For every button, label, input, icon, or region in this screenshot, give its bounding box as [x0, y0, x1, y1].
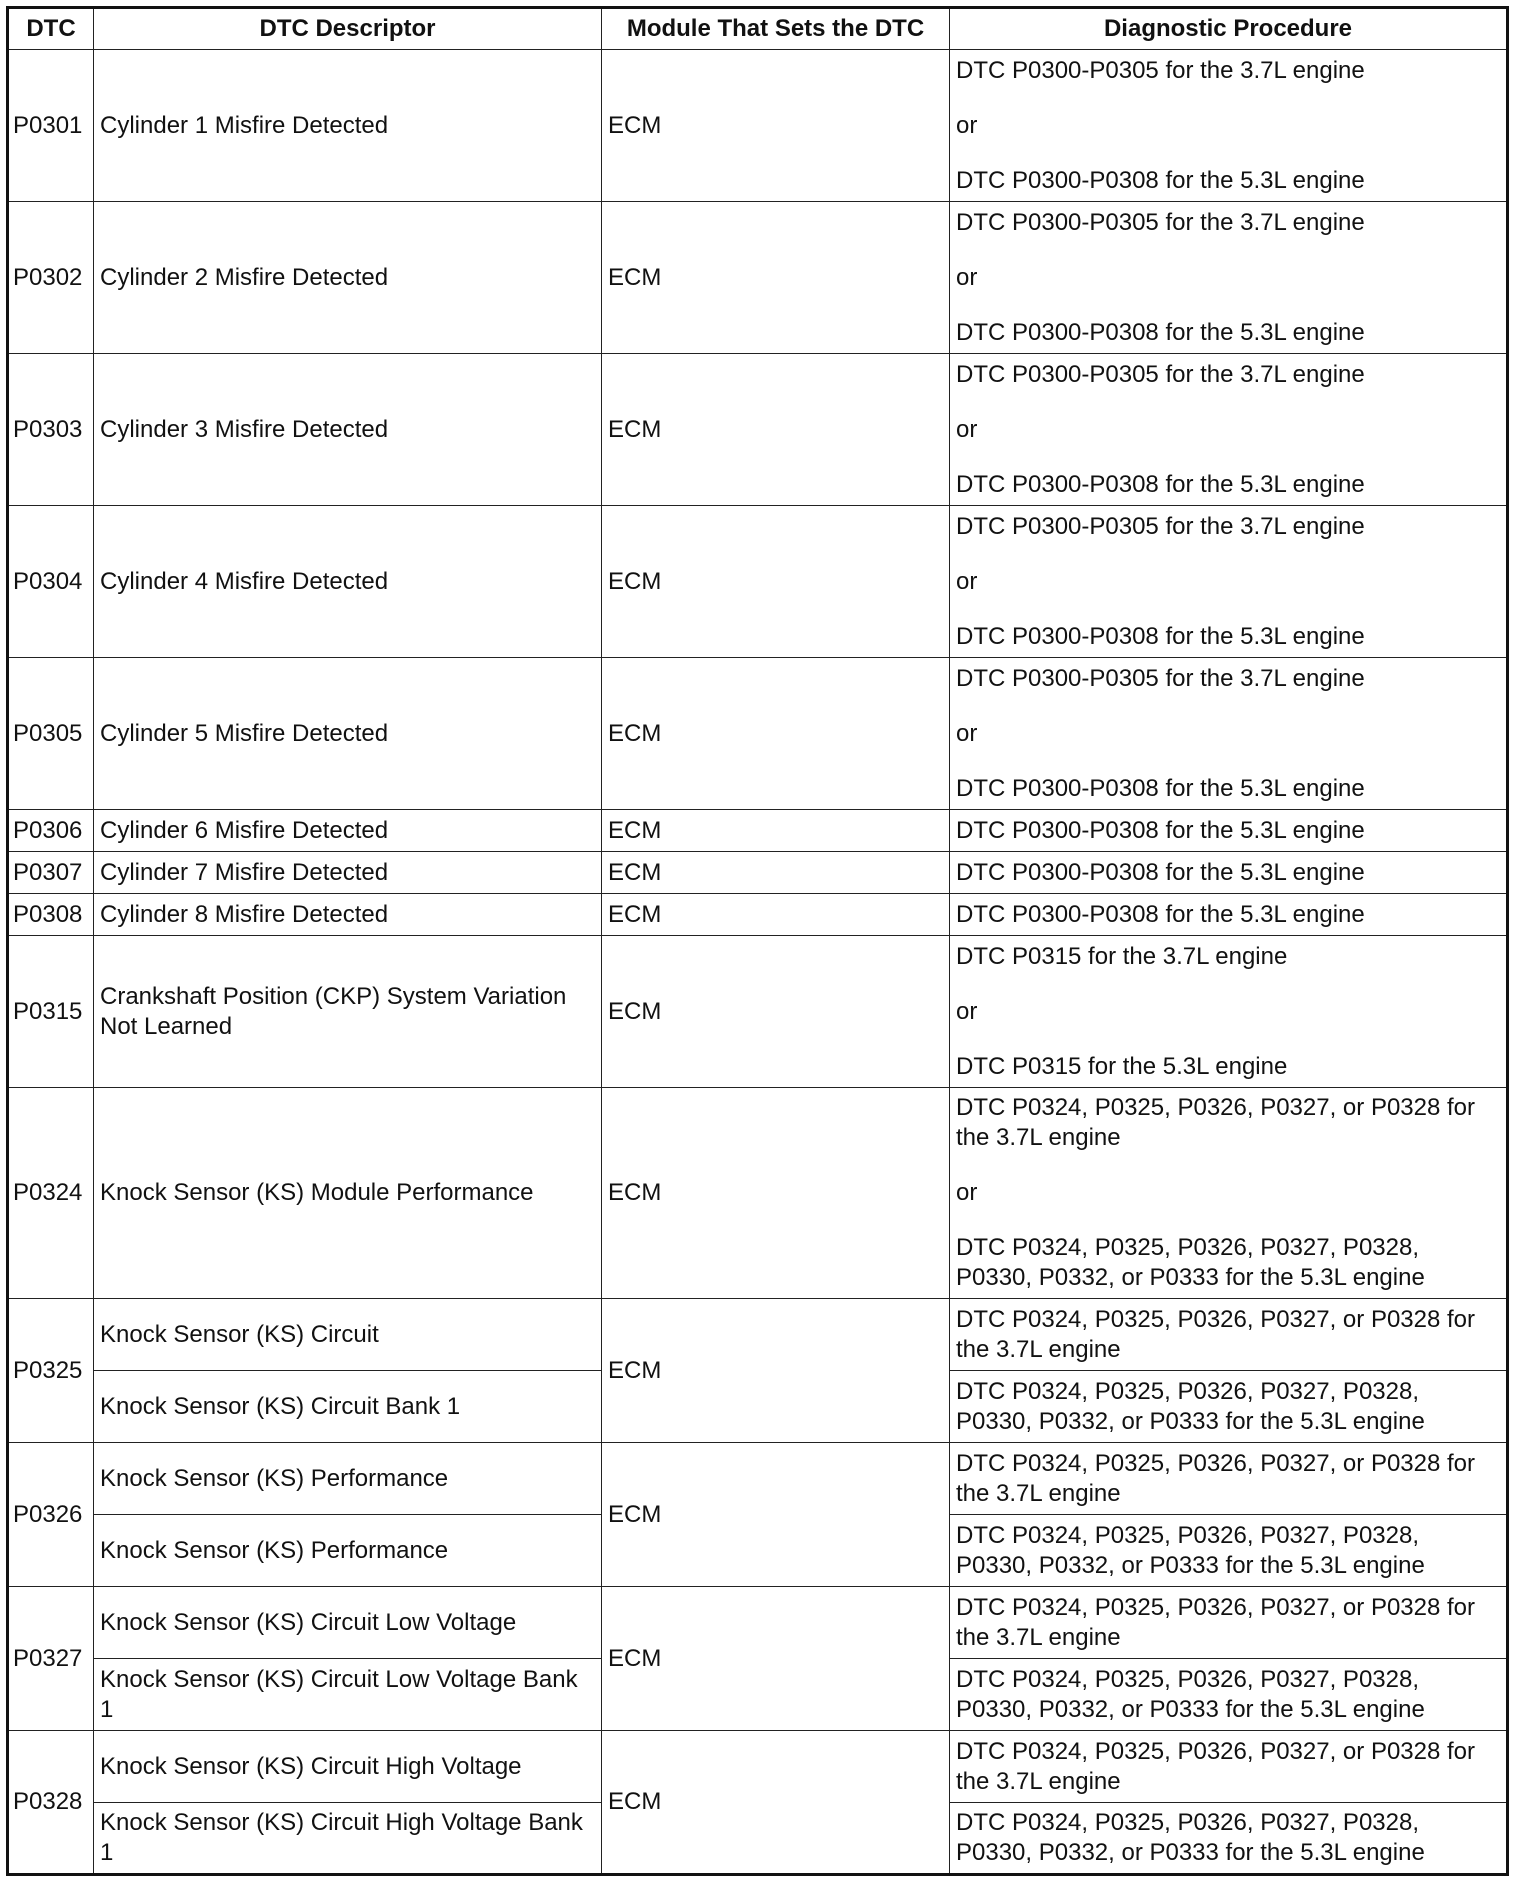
- dtc-descriptor: Crankshaft Position (CKP) System Variation Not Learned: [94, 936, 602, 1088]
- diagnostic-procedure: [950, 1088, 1508, 1299]
- diagnostic-procedure: [950, 506, 1508, 658]
- procedure-line: DTC P0300-P0308 for the 5.3L engine: [956, 774, 1365, 802]
- dtc-module: ECM: [602, 894, 950, 936]
- header-dtc: DTC: [8, 8, 94, 50]
- header-row: [8, 8, 1508, 50]
- table-row: [8, 894, 1508, 936]
- header-descriptor: DTC Descriptor: [94, 8, 602, 50]
- procedure-line: or: [956, 719, 978, 747]
- table-row: [8, 506, 1508, 658]
- table-row: [8, 936, 1508, 1088]
- diagnostic-procedure: DTC P0324, P0325, P0326, P0327, or P0328 for the 3.7L engine: [950, 1731, 1508, 1803]
- dtc-descriptor: Knock Sensor (KS) Circuit: [94, 1299, 602, 1371]
- procedure-line: or: [956, 1179, 978, 1206]
- dtc-code: P0304: [8, 506, 94, 658]
- header-module: Module That Sets the DTC: [602, 8, 950, 50]
- table-row: [8, 1088, 1508, 1299]
- dtc-code: P0327: [8, 1587, 94, 1731]
- diagnostic-procedure: [950, 50, 1508, 202]
- dtc-module: ECM: [602, 810, 950, 852]
- table-row: [8, 810, 1508, 852]
- procedure-line: DTC P0300-P0308 for the 5.3L engine: [956, 166, 1365, 194]
- diagnostic-procedure: DTC P0324, P0325, P0326, P0327, P0328, P0330, P0332, or P0333 for the 5.3L engine: [950, 1371, 1508, 1443]
- procedure-line: or: [956, 415, 978, 443]
- dtc-descriptor: Knock Sensor (KS) Circuit Low Voltage: [94, 1587, 602, 1659]
- dtc-module: ECM: [602, 1088, 950, 1299]
- procedure-line: DTC P0300-P0308 for the 5.3L engine: [956, 622, 1365, 650]
- header-procedure: Diagnostic Procedure: [950, 8, 1508, 50]
- diagnostic-procedure: [950, 354, 1508, 506]
- dtc-code: P0328: [8, 1731, 94, 1875]
- dtc-module: ECM: [602, 658, 950, 810]
- dtc-code: P0307: [8, 852, 94, 894]
- dtc-module: ECM: [602, 506, 950, 658]
- dtc-code: P0301: [8, 50, 94, 202]
- dtc-module: ECM: [602, 1731, 950, 1875]
- procedure-line: DTC P0315 for the 3.7L engine: [956, 942, 1288, 970]
- dtc-descriptor: Knock Sensor (KS) Circuit Bank 1: [94, 1371, 602, 1443]
- procedure-line: DTC P0315 for the 5.3L engine: [956, 1052, 1288, 1080]
- procedure-line: DTC P0300-P0308 for the 5.3L engine: [956, 470, 1365, 498]
- dtc-descriptor: Cylinder 8 Misfire Detected: [94, 894, 602, 936]
- dtc-module: ECM: [602, 50, 950, 202]
- dtc-descriptor: Knock Sensor (KS) Circuit Low Voltage Bank 1: [94, 1659, 602, 1731]
- dtc-module: ECM: [602, 1587, 950, 1731]
- table-row: [8, 852, 1508, 894]
- table-row: [8, 658, 1508, 810]
- dtc-code: P0305: [8, 658, 94, 810]
- procedure-line: DTC P0324, P0325, P0326, P0327, or P0328 for the 3.7L engine: [956, 1094, 1476, 1151]
- diagnostic-procedure: DTC P0324, P0325, P0326, P0327, or P0328 for the 3.7L engine: [950, 1443, 1508, 1515]
- diagnostic-procedure: [950, 202, 1508, 354]
- dtc-code: P0308: [8, 894, 94, 936]
- dtc-code: P0324: [8, 1088, 94, 1299]
- table-row: [8, 1299, 1508, 1371]
- dtc-module: ECM: [602, 852, 950, 894]
- dtc-descriptor: Cylinder 4 Misfire Detected: [94, 506, 602, 658]
- dtc-descriptor: Knock Sensor (KS) Module Performance: [94, 1088, 602, 1299]
- dtc-code: P0303: [8, 354, 94, 506]
- dtc-code: P0325: [8, 1299, 94, 1443]
- diagnostic-procedure: DTC P0324, P0325, P0326, P0327, P0328, P0330, P0332, or P0333 for the 5.3L engine: [950, 1803, 1508, 1875]
- dtc-descriptor: Cylinder 7 Misfire Detected: [94, 852, 602, 894]
- diagnostic-procedure: [950, 658, 1508, 810]
- diagnostic-procedure: [950, 810, 1508, 852]
- procedure-line: DTC P0300-P0305 for the 3.7L engine: [956, 56, 1365, 84]
- dtc-descriptor: Cylinder 2 Misfire Detected: [94, 202, 602, 354]
- procedure-line: DTC P0300-P0305 for the 3.7L engine: [956, 664, 1365, 692]
- dtc-code: P0326: [8, 1443, 94, 1587]
- diagnostic-procedure: [950, 894, 1508, 936]
- dtc-module: ECM: [602, 936, 950, 1088]
- procedure-line: or: [956, 997, 978, 1025]
- procedure-line: or: [956, 111, 978, 139]
- diagnostic-procedure: DTC P0324, P0325, P0326, P0327, P0328, P0330, P0332, or P0333 for the 5.3L engine: [950, 1659, 1508, 1731]
- dtc-descriptor: Knock Sensor (KS) Performance: [94, 1515, 602, 1587]
- dtc-module: ECM: [602, 354, 950, 506]
- procedure-line: DTC P0324, P0325, P0326, P0327, P0328, P0330, P0332, or P0333 for the 5.3L engine: [956, 1234, 1425, 1291]
- table-row: [8, 354, 1508, 506]
- procedure-line: DTC P0300-P0305 for the 3.7L engine: [956, 208, 1365, 236]
- procedure-line: DTC P0300-P0308 for the 5.3L engine: [956, 318, 1365, 346]
- dtc-descriptor: Knock Sensor (KS) Circuit High Voltage: [94, 1731, 602, 1803]
- table-row: [8, 50, 1508, 202]
- dtc-descriptor: Knock Sensor (KS) Circuit High Voltage Bank 1: [94, 1803, 602, 1875]
- diagnostic-procedure: [950, 852, 1508, 894]
- table-row: [8, 1443, 1508, 1515]
- diagnostic-procedure: DTC P0324, P0325, P0326, P0327, P0328, P0330, P0332, or P0333 for the 5.3L engine: [950, 1515, 1508, 1587]
- dtc-descriptor: Cylinder 3 Misfire Detected: [94, 354, 602, 506]
- procedure-line: DTC P0300-P0308 for the 5.3L engine: [956, 858, 1365, 886]
- diagnostic-procedure: [950, 936, 1508, 1088]
- dtc-descriptor: Cylinder 5 Misfire Detected: [94, 658, 602, 810]
- procedure-line: DTC P0300-P0308 for the 5.3L engine: [956, 900, 1365, 928]
- procedure-line: DTC P0300-P0305 for the 3.7L engine: [956, 512, 1365, 540]
- diagnostic-procedure: DTC P0324, P0325, P0326, P0327, or P0328 for the 3.7L engine: [950, 1299, 1508, 1371]
- procedure-line: or: [956, 263, 978, 291]
- dtc-module: ECM: [602, 202, 950, 354]
- table-row: [8, 1587, 1508, 1659]
- procedure-line: DTC P0300-P0305 for the 3.7L engine: [956, 360, 1365, 388]
- dtc-code: P0315: [8, 936, 94, 1088]
- dtc-code: P0302: [8, 202, 94, 354]
- procedure-line: DTC P0300-P0308 for the 5.3L engine: [956, 816, 1365, 844]
- procedure-line: or: [956, 567, 978, 595]
- dtc-code: P0306: [8, 810, 94, 852]
- dtc-descriptor: Cylinder 6 Misfire Detected: [94, 810, 602, 852]
- table-body: [8, 50, 1508, 1875]
- table-row: [8, 1731, 1508, 1803]
- dtc-table: [6, 6, 1509, 1876]
- dtc-descriptor: Cylinder 1 Misfire Detected: [94, 50, 602, 202]
- dtc-descriptor: Knock Sensor (KS) Performance: [94, 1443, 602, 1515]
- diagnostic-procedure: DTC P0324, P0325, P0326, P0327, or P0328 for the 3.7L engine: [950, 1587, 1508, 1659]
- dtc-module: ECM: [602, 1299, 950, 1443]
- table-row: [8, 202, 1508, 354]
- dtc-module: ECM: [602, 1443, 950, 1587]
